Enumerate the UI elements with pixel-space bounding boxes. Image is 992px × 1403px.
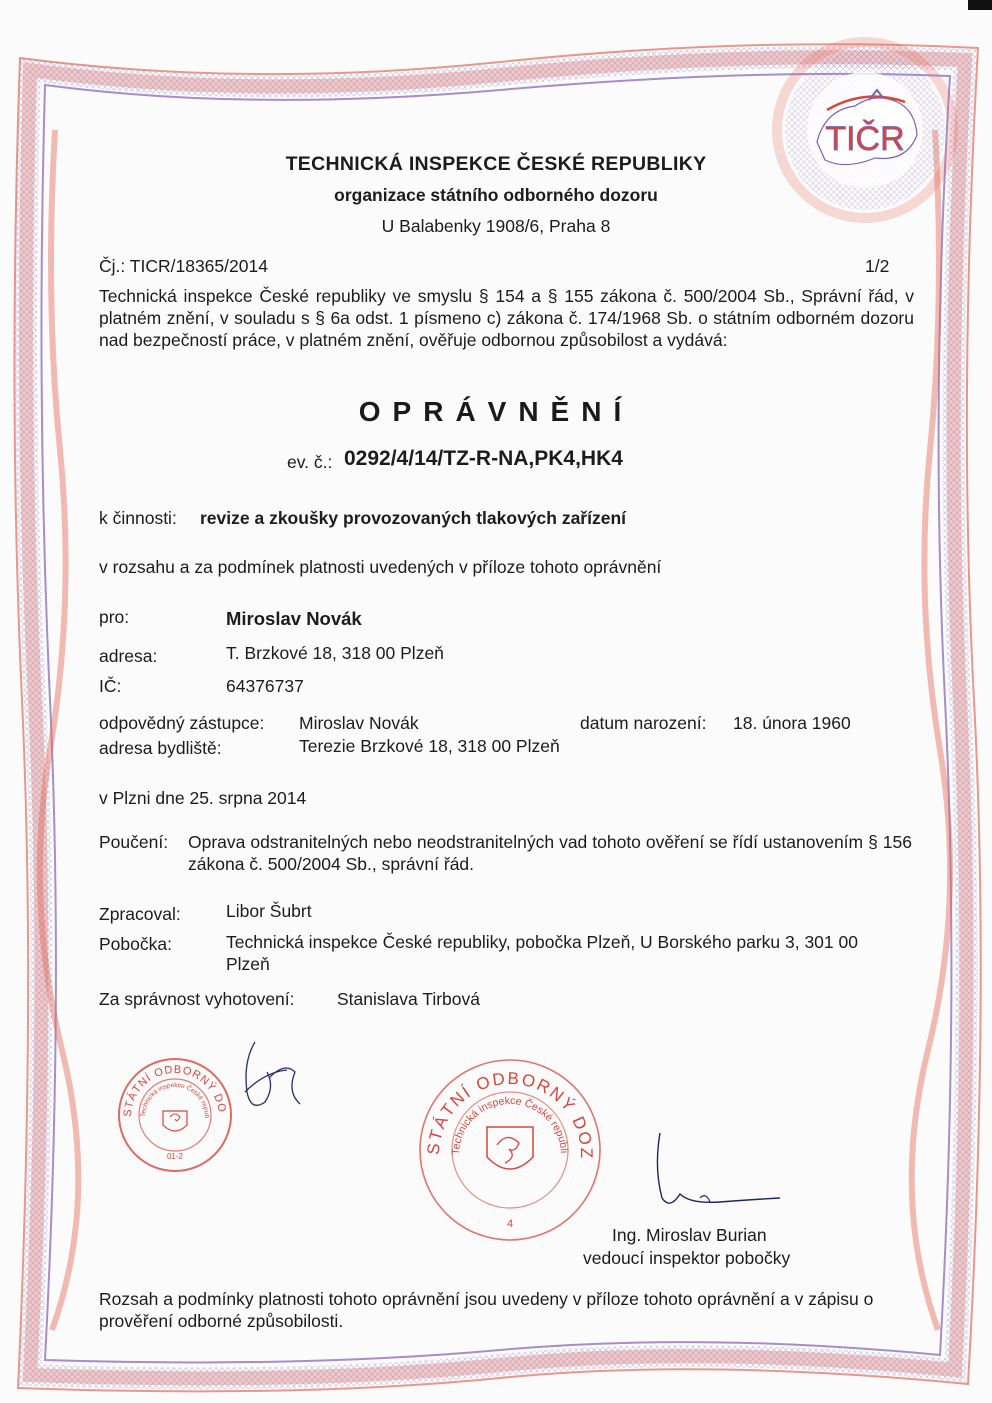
- signatory-role: vedoucí inspektor pobočky: [583, 1248, 791, 1268]
- correctness-value: Stanislava Tirbová: [337, 989, 480, 1009]
- svg-text:01-2: 01-2: [166, 1152, 184, 1161]
- signature-inspector: [640, 1128, 800, 1218]
- holder-address: T. Brzkové 18, 318 00 Plzeň: [226, 643, 444, 663]
- org-address: U Balabenky 1908/6, Praha 8: [381, 216, 611, 236]
- ev-number: 0292/4/14/TZ-R-NA,PK4,HK4: [344, 447, 623, 470]
- svg-text:STÁTNÍ ODBORNÝ DOZOR: STÁTNÍ ODBORNÝ DO: [121, 1063, 228, 1118]
- ev-label: ev. č.:: [287, 452, 333, 472]
- adresa-label: adresa:: [99, 646, 158, 666]
- document-title: OPRÁVNĚNÍ: [358, 396, 634, 427]
- intro-paragraph: Technická inspekce České republiky ve smyslu § 154 a § 155 zákona č. 500/2004 Sb., Správní řád, v platném znění, v souladu s § 6a odst. 1 písmeno c) zákona č. 174/1968 Sb. o státním odborném dozoru nad bezpečností práce, v platném znění, ověřuje odbornou způsobilost a vydává:: [99, 286, 914, 350]
- dob-value: 18. února 1960: [733, 713, 851, 733]
- processed-value: Libor Šubrt: [226, 901, 312, 921]
- pro-label: pro:: [99, 607, 130, 627]
- issue-date: v Plzni dne 25. srpna 2014: [99, 788, 307, 808]
- footer-note: Rozsah a podmínky platnosti tohoto oprávnění jsou uvedeny v příloze tohoto oprávnění a v zápisu o prověření odborné způsobilosti.: [99, 1289, 874, 1331]
- branch-value: Technická inspekce České republiky, pobočka Plzeň, U Borského parku 3, 301 00 Plzeň: [226, 932, 858, 974]
- representative-label: odpovědný zástupce:: [99, 713, 265, 733]
- page-number: 1/2: [865, 256, 890, 276]
- svg-text:STÁTNÍ ODBORNÝ DOZOR: STÁTNÍ ODBORNÝ DOZ: [423, 1068, 597, 1161]
- instruction-text: Oprava odstranitelných nebo neodstranitelných vad tohoto ověření se řídí ustanovením § 156 zákona č. 500/2004 Sb., správní řád.: [188, 832, 912, 874]
- activity-value: revize a zkoušky provozovaných tlakových zařízení: [200, 508, 627, 528]
- svg-text:4: 4: [506, 1218, 514, 1230]
- holder-ic: 64376737: [226, 676, 304, 696]
- svg-text:Technická inspekce České repub: Technická inspekce České repub: [139, 1081, 211, 1119]
- activity-label: k činnosti:: [99, 508, 177, 528]
- large-official-stamp: [415, 1055, 605, 1245]
- scope-text: v rozsahu a za podmínek platnosti uvedených v příloze tohoto oprávnění: [99, 557, 662, 577]
- branch-label: Pobočka:: [99, 934, 172, 954]
- residence-label: adresa bydliště:: [99, 738, 222, 758]
- correctness-label: Za správnost vyhotovení:: [99, 989, 295, 1009]
- svg-text:Technická inspekce České repub: Technická inspekce České republi: [449, 1094, 570, 1156]
- representative-name: Miroslav Novák: [299, 713, 419, 733]
- org-name: TECHNICKÁ INSPEKCE ČESKÉ REPUBLIKY: [285, 153, 707, 175]
- instruction-label: Poučení:: [99, 832, 169, 852]
- small-official-stamp: [115, 1055, 235, 1175]
- logo-text: TIČR: [825, 120, 905, 158]
- ic-label: IČ:: [99, 676, 122, 696]
- signature-processed: [225, 1032, 315, 1122]
- signatory-name: Ing. Miroslav Burian: [612, 1225, 767, 1245]
- processed-label: Zpracoval:: [99, 904, 181, 924]
- dob-label: datum narození:: [580, 713, 707, 733]
- org-subtitle: organizace státního odborného dozoru: [334, 185, 658, 205]
- holder-name: Miroslav Novák: [226, 608, 362, 629]
- residence-value: Terezie Brzkové 18, 318 00 Plzeň: [299, 736, 560, 756]
- reference-number: Čj.: TICR/18365/2014: [99, 256, 268, 276]
